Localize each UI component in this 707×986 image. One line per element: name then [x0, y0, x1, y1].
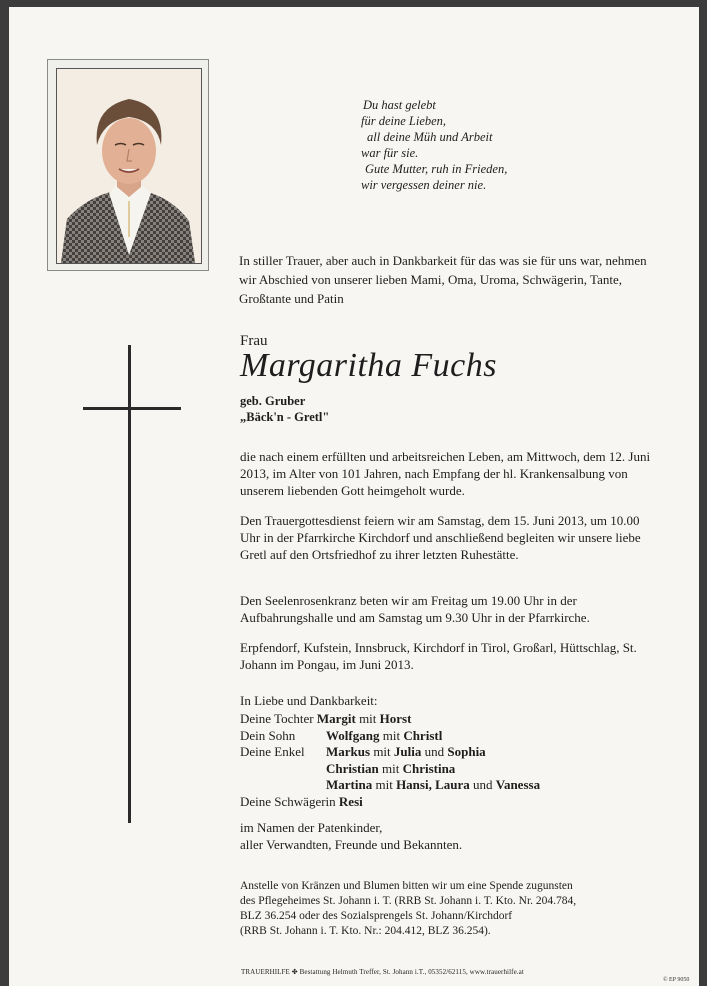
- poem-line: für deine Lieben,: [361, 114, 447, 128]
- maiden-and-nickname: [240, 393, 329, 425]
- death-paragraph: die nach einem erfüllten und arbeitsreichen Leben, am Mittwoch, dem 12. Juni 2013, im Alter von 101 Jahren, nach Empfang der hl. Krankensalbung von unserem liebenden Gott heimgeholt wurde.: [240, 449, 651, 498]
- poem-line: wir vergessen deiner nie.: [361, 178, 487, 192]
- family-name: Markus: [326, 744, 371, 759]
- family-name: Horst: [379, 711, 412, 726]
- donation-line: BLZ 36.254 oder des Sozialsprengels St. Johann/Kirchdorf: [240, 910, 513, 922]
- funeral-paragraph: Den Trauergottesdienst feiern wir am Samstag, dem 15. Juni 2013, um 10.00 Uhr in der Pfarrkirche Kirchdorf und anschließend begleiten wir unsere liebe Gretl auf den Ortsfriedhof zu ihrer letzten Ruhestätte.: [240, 513, 641, 562]
- love-line: In Liebe und Dankbarkeit:: [240, 693, 378, 708]
- cross-horizontal-bar: [83, 407, 181, 410]
- family-row: [240, 794, 660, 811]
- family-name: Margit: [316, 711, 356, 726]
- donation-line: des Pflegeheimes St. Johann i. T. (RRB St. Johann i. T. Kto. Nr. 204.784,: [240, 895, 577, 907]
- family-list: [240, 711, 660, 810]
- maiden-name: geb. Gruber: [240, 394, 306, 408]
- donation-note: [240, 879, 660, 939]
- connector: und: [473, 777, 493, 792]
- print-code: © EP 9050: [663, 977, 690, 983]
- donation-line: (RRB St. Johann i. T. Kto. Nr.: 204.412, BLZ 36.254).: [240, 925, 491, 937]
- funeral-home-footer: TRAUERHILFE ✤ Bestattung Helmuth Treffer, St. Johann i.T., 05352/62115, www.trauerhilfe.at: [241, 968, 524, 976]
- intro-text: In stiller Trauer, aber auch in Dankbarkeit für das was sie für uns war, nehmen wir Abschied von unserer lieben Mami, Oma, Uroma, Schwägerin, Tante, Großtante und Patin: [239, 253, 647, 306]
- poem-line: Du hast gelebt: [363, 98, 436, 112]
- poem-line: Gute Mutter, ruh in Frieden,: [365, 162, 508, 176]
- portrait-photo: [56, 68, 202, 264]
- family-name: Vanessa: [495, 777, 541, 792]
- family-name: Christian: [326, 760, 379, 776]
- family-name: Resi: [338, 793, 363, 809]
- poem-line: war für sie.: [361, 146, 419, 160]
- family-name: Julia: [393, 744, 422, 759]
- family-row: [240, 711, 660, 728]
- salutation: Frau: [240, 333, 268, 349]
- closing-line: aller Verwandten, Freunde und Bekannten.: [240, 837, 463, 852]
- family-name: Wolfgang: [326, 727, 380, 743]
- poem: [359, 97, 619, 193]
- family-row: [240, 728, 660, 745]
- family-row: [240, 744, 660, 761]
- family-name: Hansi, Laura: [396, 777, 470, 792]
- connector: mit: [382, 727, 401, 743]
- family-row: [240, 777, 660, 794]
- connector: mit: [381, 760, 400, 776]
- family-name: Martina: [326, 777, 373, 792]
- obituary-sheet: [9, 7, 699, 986]
- portrait-illustration: [57, 69, 201, 263]
- family-label: Dein Sohn: [240, 727, 296, 743]
- family-name: Christl: [403, 727, 443, 743]
- poem-line: all deine Müh und Arbeit: [367, 130, 493, 144]
- cross-vertical-bar: [128, 345, 131, 823]
- closing-line: im Namen der Patenkinder,: [240, 820, 383, 835]
- family-label: Deine Schwägerin: [240, 793, 336, 809]
- family-name: Christina: [402, 760, 456, 776]
- connector: mit: [373, 744, 391, 759]
- closing-text: [240, 819, 660, 853]
- deceased-name: Margaritha Fuchs: [240, 347, 498, 384]
- family-row: [240, 761, 660, 778]
- donation-line: Anstelle von Kränzen und Blumen bitten wir um eine Spende zugunsten: [240, 880, 573, 892]
- family-name: Sophia: [447, 744, 486, 759]
- rosary-paragraph: Den Seelenrosenkranz beten wir am Freitag um 19.00 Uhr in der Aufbahrungshalle und am Samstag um 9.30 Uhr in der Pfarrkirche.: [240, 593, 590, 625]
- portrait-frame: [47, 59, 209, 271]
- connector: und: [424, 744, 445, 759]
- nickname: „Bäck'n - Gretl": [240, 410, 330, 424]
- places-paragraph: Erpfendorf, Kufstein, Innsbruck, Kirchdorf in Tirol, Großarl, Hüttschlag, St. Johann im Pongau, im Juni 2013.: [240, 640, 637, 672]
- connector: mit: [359, 711, 377, 726]
- family-label: Deine Tochter: [240, 711, 314, 726]
- family-label: Deine Enkel: [240, 744, 305, 759]
- connector: mit: [375, 777, 393, 792]
